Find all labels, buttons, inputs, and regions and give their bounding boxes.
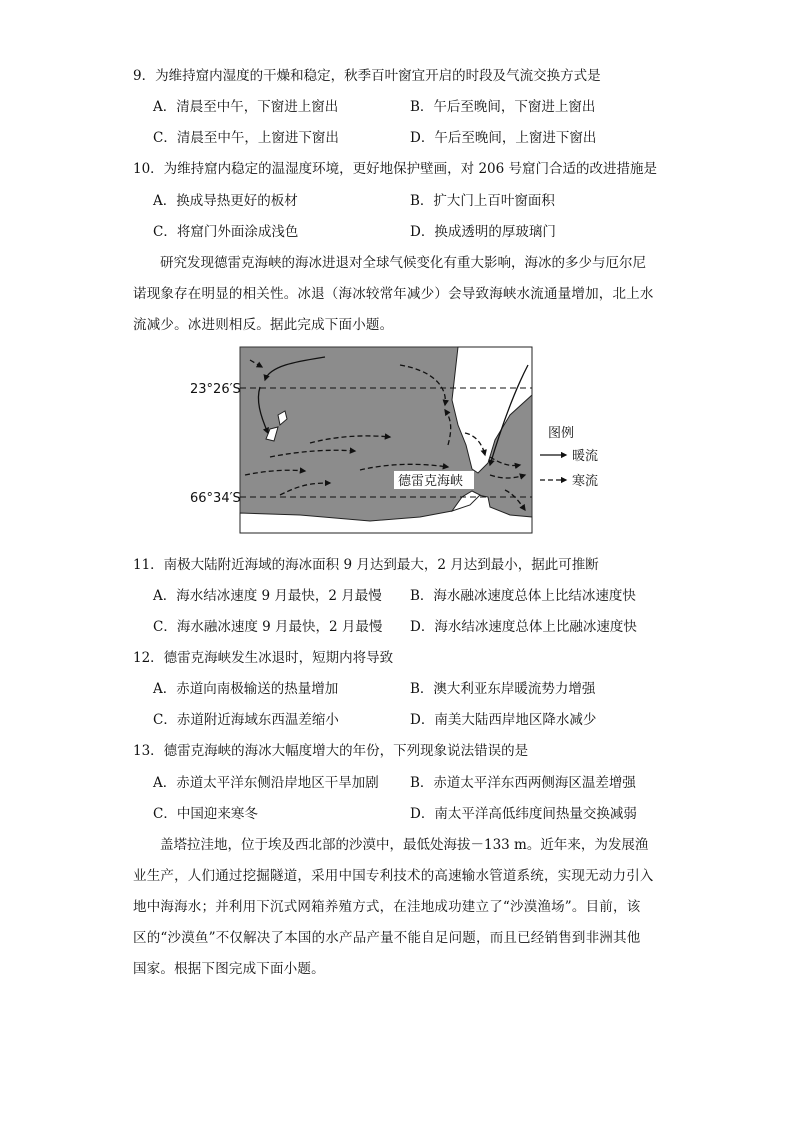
question-9-option-c: C．清晨至中午，上窗进下窗出 — [153, 130, 339, 146]
question-13-option-b: B．赤道太平洋东西两侧海区温差增强 — [410, 775, 636, 791]
question-11-option-d: D．海水结冰速度总体上比融冰速度快 — [410, 619, 637, 635]
passage-2-line-4: 区的“沙漠鱼”不仅解决了本国的水产品产量不能自足问题，而且已经销售到非洲其他 — [133, 930, 641, 946]
question-10-option-b: B．扩大门上百叶窗面积 — [410, 193, 555, 209]
lat-label-tropic: 23°26′S — [190, 382, 241, 397]
legend-cold-label: 寒流 — [572, 474, 599, 489]
question-10-stem: 10．为维持窟内稳定的温湿度环境，更好地保护壁画，对 206 号窟门合适的改进措施是 — [133, 161, 658, 177]
ocean-current-map — [190, 345, 610, 540]
passage-1-line-3: 流减少。冰进则相反。据此完成下面小题。 — [133, 317, 394, 333]
question-12-option-d: D．南美大陆西岸地区降水减少 — [410, 712, 597, 728]
question-13-option-c: C．中国迎来寒冬 — [153, 806, 258, 822]
question-9-option-d: D．午后至晚间，上窗进下窗出 — [410, 130, 597, 146]
question-12-option-b: B．澳大利亚东岸暖流势力增强 — [410, 681, 596, 697]
question-13-option-d: D．南太平洋高低纬度间热量交换减弱 — [410, 806, 637, 822]
question-12-stem: 12．德雷克海峡发生冰退时，短期内将导致 — [133, 650, 394, 666]
question-12-option-c: C．赤道附近海域东西温差缩小 — [153, 712, 339, 728]
legend-title: 图例 — [548, 426, 575, 441]
passage-2-line-3: 地中海海水；并利用下沉式网箱养殖方式，在洼地成功建立了“沙漠渔场”。目前，该 — [133, 899, 641, 915]
question-13-stem: 13．德雷克海峡的海冰大幅度增大的年份，下列现象说法错误的是 — [133, 743, 529, 759]
question-11-option-a: A．海水结冰速度 9 月最快，2 月最慢 — [153, 588, 382, 604]
passage-1-line-2: 诺现象存在明显的相关性。冰退（海冰较常年减少）会导致海峡水流通量增加，北上水 — [133, 286, 654, 302]
question-11-option-c: C．海水融冰速度 9 月最快，2 月最慢 — [153, 619, 383, 635]
question-9-option-b: B．午后至晚间，下窗进上窗出 — [410, 99, 596, 115]
question-9-option-a: A．清晨至中午，下窗进上窗出 — [153, 99, 339, 115]
passage-1-line-1: 研究发现德雷克海峡的海冰进退对全球气候变化有重大影响，海冰的多少与厄尔尼 — [160, 255, 646, 271]
passage-2-line-1: 盖塔拉洼地，位于埃及西北部的沙漠中，最低处海拔－133 m。近年来，为发展渔 — [160, 837, 649, 853]
question-12-option-a: A．赤道向南极输送的热量增加 — [153, 681, 339, 697]
question-10-option-a: A．换成导热更好的板材 — [153, 193, 298, 209]
passage-2-line-5: 国家。根据下图完成下面小题。 — [133, 961, 325, 977]
legend-warm-label: 暖流 — [572, 449, 599, 464]
lat-label-polar: 66°34′S — [190, 491, 241, 506]
question-13-option-a: A．赤道太平洋东侧沿岸地区干旱加剧 — [153, 775, 379, 791]
question-11-option-b: B．海水融冰速度总体上比结冰速度快 — [410, 588, 636, 604]
question-11-stem: 11．南极大陆附近海域的海冰面积 9 月达到最大，2 月达到最小，据此可推断 — [133, 557, 599, 573]
question-10-option-c: C．将窟门外面涂成浅色 — [153, 224, 299, 240]
strait-label: 德雷克海峡 — [398, 474, 464, 489]
question-10-option-d: D．换成透明的厚玻璃门 — [410, 224, 556, 240]
passage-2-line-2: 业生产，人们通过挖掘隧道，采用中国专利技术的高速输水管道系统，实现无动力引入 — [133, 868, 654, 884]
question-9-stem: 9．为维持窟内湿度的干燥和稳定，秋季百叶窗宜开启的时段及气流交换方式是 — [133, 68, 601, 84]
